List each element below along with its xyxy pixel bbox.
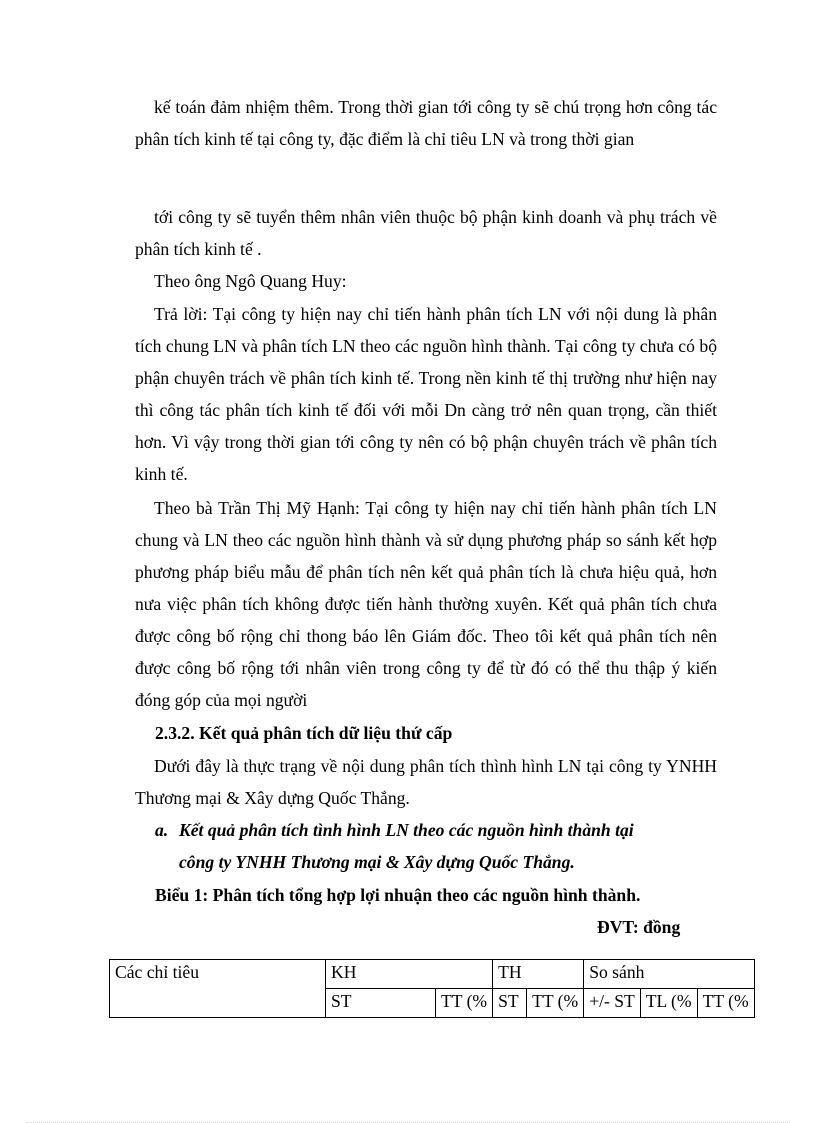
section-heading: 2.3.2. Kết quả phân tích dữ liệu thứ cấp <box>155 723 453 743</box>
subsection-text-line2: công ty YNHH Thương mại & Xây dựng Quốc Thắng. <box>179 852 575 872</box>
paragraph-1: kế toán đảm nhiệm thêm. Trong thời gian tới công ty sẽ chú trọng hơn công tác phân tích kinh tế tại công ty, đặc điểm là chỉ tiêu LN và trong thời gian <box>135 97 717 149</box>
header-compare-diff: +/- ST <box>584 989 641 1018</box>
header-compare: So sánh <box>584 960 754 989</box>
header-kh-st: ST <box>326 989 436 1018</box>
header-kh-tt: TT (% <box>436 989 493 1018</box>
header-compare-tl: TL (% <box>640 989 697 1018</box>
paragraph-3: Theo ông Ngô Quang Huy: <box>154 271 347 291</box>
subsection-label: a. <box>155 820 169 840</box>
header-kh: KH <box>326 960 493 989</box>
paragraph-2: tới công ty sẽ tuyển thêm nhân viên thuộc bộ phận kinh doanh và phụ trách về phân tích kinh tế . <box>135 207 717 259</box>
profit-analysis-table <box>109 959 755 1018</box>
subsection-text-line1: Kết quả phân tích tình hình LN theo các nguồn hình thành tại <box>179 820 634 840</box>
paragraph-6: Dưới đây là thực trạng về nội dung phân tích thình hình LN tại công ty YNHH Thương mại & Xây dựng Quốc Thắng. <box>135 756 717 808</box>
header-th-st: ST <box>493 989 527 1018</box>
header-compare-tt: TT (% <box>697 989 754 1018</box>
header-criteria: Các chỉ tiêu <box>110 960 326 1018</box>
paragraph-4: Trả lời: Tại công ty hiện nay chỉ tiến hành phân tích LN với nội dung là phân tích chung LN và phân tích LN theo các nguồn hình thành. Tại công ty chưa có bộ phận chuyên trách về phân tích kinh tế. Trong nền kinh tế thị trường như hiện nay thì công tác phân tích kinh tế đối với mỗi Dn càng trở nên quan trọng, cần thiết hơn. Vì vậy trong thời gian tới công ty nên có bộ phận chuyên trách về phân tích kinh tế. <box>135 304 717 484</box>
table-header-row-1 <box>110 960 755 989</box>
header-th: TH <box>493 960 584 989</box>
paragraph-5: Theo bà Trần Thị Mỹ Hạnh: Tại công ty hiện nay chỉ tiến hành phân tích LN chung và LN theo các nguồn hình thành và sử dụng phương pháp so sánh kết hợp phương pháp biểu mẫu để phân tích nên kết quả phân tích là chưa hiệu quả, hơn nưa việc phân tích không được tiến hành thường xuyên. Kết quả phân tích chưa được công bố rộng chỉ thong báo lên Giám đốc. Theo tôi kết quả phân tích nên được công bố rộng tới nhân viên trong công ty để từ đó có thể thu thập ý kiến đóng góp của mọi người <box>135 498 717 710</box>
unit-label: ĐVT: đồng <box>597 917 681 937</box>
subsection-heading <box>155 814 721 878</box>
table-caption: Biểu 1: Phân tích tổng hợp lợi nhuận theo các nguồn hình thành. <box>155 885 641 905</box>
header-th-tt: TT (% <box>527 989 584 1018</box>
